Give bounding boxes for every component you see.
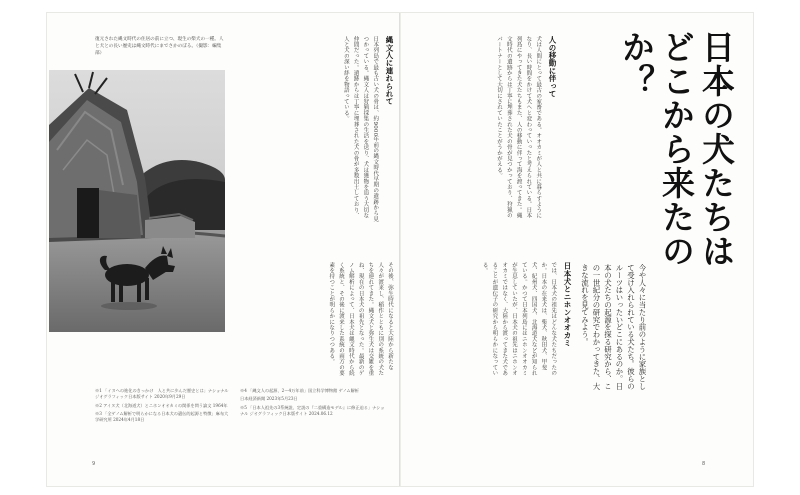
section-text-1: 犬は人間にとって最古の家畜である。オオカミが人と共に暮らすようになり、長い時間をかけて犬へと変わっていったと考えられている。日本列島にやってきた犬たちもまた、人の移動に伴って海を渡ってきた。縄文時代の遺跡からは丁寧に埋葬された犬の骨が見つかっており、狩猟のパートナーとして大切にされていたことがうかがえる。 (496, 36, 542, 219)
body-column-left-bottom (234, 262, 394, 380)
footnotes-middle (240, 388, 385, 419)
section-heading-3: 縄文人に連れられて (385, 36, 394, 106)
section-text-4: その後、弥生時代になると大陸から新たな人々が渡来し、稲作とともに別の系統の犬たちを連れてきた。縄文犬と弥生犬は交雑を重ね、現在の日本犬の祖先となった。最新のゲノム解析によって、日本犬は縄文時代から続く系統と、その後に渡来した系統の両方の要素を持つことが明らかになりつつある。 (328, 262, 393, 376)
body-column-left-top (234, 36, 394, 224)
page-number-right: 8 (702, 461, 706, 467)
article-lead: 今や人々に当たり前のように家族として受け入れられている犬たち。彼らのルーツはいったいどこにあるのか。日本の犬たちの起源を探る研究から、この一世紀分の研究でわかってきた、大きな流れを見てみよう。 (580, 264, 647, 390)
footnote-3: ※3 「全ゲノム解析で明らかになる日本犬の遺伝的起源と特徴」麻布大学研究所 2024年4月18日 (95, 410, 229, 423)
section-heading-2: 日本犬とニホンオオカミ (563, 262, 572, 347)
section-text-2: では、日本犬の祖先はどんな犬たちだったのか。日本の在来犬は、柴犬、秋田犬、甲斐犬、紀州犬、四国犬、北海道犬などが知られている。かつて日本列島にはニホンオオカミが生息していたが、日本犬の祖先はニホンオオカミではなく、大陸から渡ってきた犬であることが遺伝子の研究から明らかになっている。 (481, 262, 557, 376)
footnote-2: ※2 アイヌ犬（北海道犬）とニホンオオカミの関係を問う論文 1964年 (95, 402, 228, 408)
page-gutter (399, 13, 401, 486)
body-column-right-top (417, 36, 557, 224)
page-number-left: 9 (92, 461, 96, 467)
article-title: 日本の犬たちはどこから来たのか？ (617, 30, 736, 268)
dog-photo (49, 70, 225, 332)
section-text-3: 日本列島で最も古い犬の骨は、約9000年前の縄文時代早期の遺跡から見つかっている。縄文人は狩猟採集の生活を送り、犬は獲物を追う大切な仲間だった。遺跡からは丁寧に埋葬された犬の骨が多数出土しており、人と犬の深い絆を物語っている。 (342, 36, 379, 222)
footnote-4b: 日本経済新聞 2023年5月23日 (240, 396, 298, 402)
body-column-right-bottom (417, 262, 572, 380)
footnote-5: ※5 「日本人祖先の3系統説、定説の『二重構造モデル』に修正迫る」ナショナル ジオグラフィック日本版サイト 2024.06.12 (240, 404, 385, 416)
photo-caption: 復元された縄文時代の住居の前に立つ、現生の柴犬の一種。人と犬との長い歴史は縄文時代にまでさかのぼる。（撮影：編集部） (95, 37, 224, 56)
footnote-4: ※4 「縄文人の起源、2〜4万年前」国立科学博物館 ゲノム解析 (240, 388, 359, 393)
footnotes-left (95, 388, 230, 425)
footnote-1: ※1 「イヌへの進化のきっかけ 人と共に歩んだ歴史とは」ナショナル ジオグラフィック日本版サイト 2020年9月29日 (95, 388, 229, 400)
section-heading-1: 人の移動に伴って (548, 36, 557, 98)
